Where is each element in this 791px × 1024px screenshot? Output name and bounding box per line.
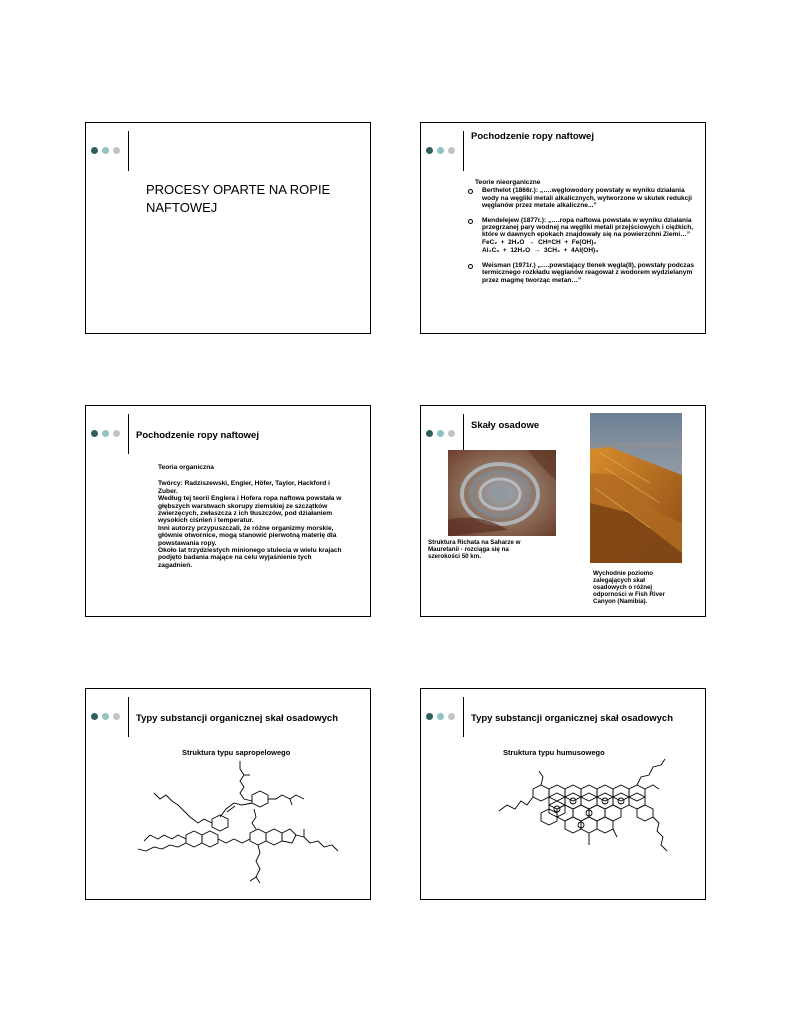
slide-6: [420, 688, 706, 900]
humus-structure-diagram: [493, 759, 673, 869]
slide-title: Skały osadowe: [471, 420, 540, 431]
slide-dots: [426, 713, 455, 720]
body-text: Według tej teorii Englera i Hofera ropa naftowa powstała w głębszych warstwach skorupy ziemskiej ze szczątków zwierzęcych, zwłaszcza z ich tłuszczów, pod działaniem wysokich ciśnień i temperatur.: [158, 495, 342, 525]
slide-title: PROCESY OPARTE NA ROPIE NAFTOWEJ: [146, 182, 331, 215]
fish-river-canyon-photo: [590, 413, 682, 563]
slide-body: [158, 464, 343, 569]
slide-title: Pochodzenie ropy naftowej: [136, 430, 259, 441]
slide-divider: [463, 697, 464, 737]
slide-dots: [426, 430, 455, 437]
slide-dots: [91, 713, 120, 720]
slide-divider: [463, 131, 464, 171]
slide-2: [420, 122, 706, 334]
slide-title: Typy substancji organicznej skał osadowych: [136, 713, 339, 724]
body-text: Inni autorzy przypuszczali, że różne organizmy morskie, głównie otwornice, mogą stanowić pierwotną materię dla powstawania ropy.: [158, 524, 337, 547]
slide-4: [420, 405, 706, 617]
photo-caption: Struktura Richata na Saharze w Mauretanii - rozciąga się na szerokości 50 km.: [428, 539, 521, 560]
slide-title: Typy substancji organicznej skał osadowych: [471, 713, 674, 724]
list-heading: Teorie nieorganiczne: [475, 179, 541, 186]
sapropel-structure-diagram: [134, 759, 344, 884]
slide-divider: [463, 414, 464, 454]
body-text: Twórcy: Radziszewski, Engler, Höfer, Taylor, Hackford i Zuber.: [158, 480, 330, 495]
body-heading: Teoria organiczna: [158, 464, 214, 471]
photo-caption: Wychodnie poziomo zalegających skał osadowych o różnej odporności w Fish River Canyon (Namibia).: [593, 570, 665, 605]
list-item: Berthelot (1866r.): „….węglowodory powstały w wyniku działania wody na węgliki metali alkalicznych, wytworzone w skutek redukcji węglanów przez metale alkaliczne...”: [465, 187, 701, 209]
slide-divider: [128, 131, 129, 171]
slide-dots: [91, 147, 120, 154]
slide-divider: [128, 414, 129, 454]
slide-dots: [91, 430, 120, 437]
slide-5: [85, 688, 371, 900]
slide-3: [85, 405, 371, 617]
theory-list: [465, 179, 701, 291]
formula: FeC₂ + 2H₂O → CH≡CH + Fe(OH)₂: [482, 238, 597, 246]
richat-structure-photo: [448, 450, 556, 536]
slide-divider: [128, 697, 129, 737]
formula: Al₄C₃ + 12H₂O → 3CH₄ + 4Al(OH)₃: [482, 246, 599, 254]
slide-title: Pochodzenie ropy naftowej: [471, 131, 594, 142]
body-text: Około lat trzydziestych minionego stulecia w wielu krajach podjęto badania mające na celu wyjaśnienie tych zagadnień.: [158, 547, 342, 569]
slide-1: [85, 122, 371, 334]
list-item: Weisman (1971r.) „….powstający tlenek węgla(II), powstały podczas termicznego rozkładu węglanów reagował z wodorem wydzielanym przez magmę tworząc metan…”: [465, 262, 701, 284]
slide-dots: [426, 147, 455, 154]
list-item: Mendelejew (1877r.): „….ropa naftowa powstała w wyniku działania przegrzanej pary wodnej na węgliki metali przejściowych i ciężkich, które w dawnych epokach znajdowały się na powierzchni Ziemi…” FeC₂ + 2H₂O → CH≡CH + Fe(OH)₂ Al₄C₃ + 12H₂O → 3CH₄ + 4Al(OH)₃: [465, 217, 701, 255]
structure-subtitle: Struktura typu sapropelowego: [182, 748, 291, 757]
structure-subtitle: Struktura typu humusowego: [503, 748, 605, 757]
